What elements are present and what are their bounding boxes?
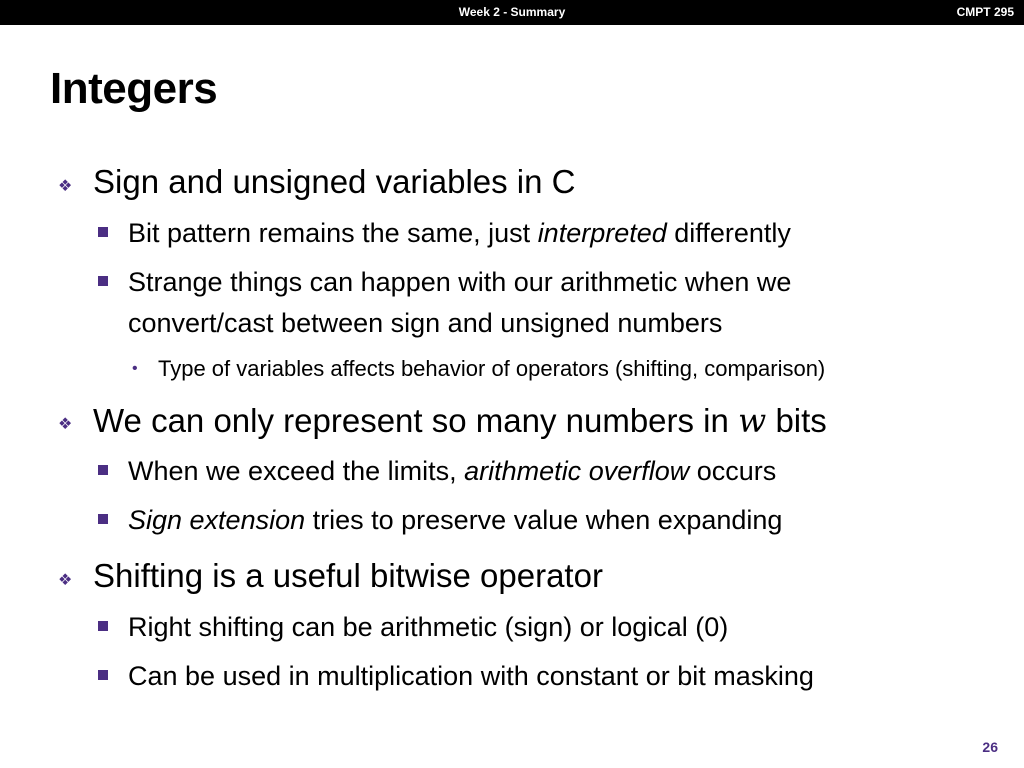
bullet-1-2-line-2: convert/cast between sign and unsigned numbers <box>128 308 723 338</box>
bullet-1: Sign and unsigned variables in C <box>93 163 576 200</box>
diamond-bullet-icon: ❖ <box>58 572 73 589</box>
square-bullet-icon <box>98 670 108 680</box>
bullet-2-2: Sign extension tries to preserve value when expanding <box>128 505 783 535</box>
bullet-3: Shifting is a useful bitwise operator <box>93 557 603 594</box>
header-title: Week 2 - Summary <box>458 5 566 19</box>
bullet-3-2: Can be used in multiplication with constant or bit masking <box>128 661 814 691</box>
bullet-3-1: Right shifting can be arithmetic (sign) or logical (0) <box>128 612 729 642</box>
slide-title: Integers <box>50 64 218 113</box>
diamond-bullet-icon: ❖ <box>58 416 73 433</box>
dot-bullet-icon: • <box>132 360 138 377</box>
diamond-bullet-icon: ❖ <box>58 178 73 195</box>
course-code: CMPT 295 <box>956 5 1014 19</box>
square-bullet-icon <box>98 276 108 286</box>
square-bullet-icon <box>98 514 108 524</box>
bullet-1-1: Bit pattern remains the same, just interpreted differently <box>128 218 791 248</box>
variable-w: w <box>738 401 767 440</box>
page-number: 26 <box>982 739 998 755</box>
square-bullet-icon <box>98 465 108 475</box>
bullet-2-1: When we exceed the limits, arithmetic overflow occurs <box>128 456 777 486</box>
bullet-2: We can only represent so many numbers in w bits <box>93 401 827 440</box>
bullet-1-2-1: Type of variables affects behavior of operators (shifting, comparison) <box>158 356 826 381</box>
square-bullet-icon <box>98 227 108 237</box>
bullet-1-2-line-1: Strange things can happen with our arithmetic when we <box>128 267 792 297</box>
square-bullet-icon <box>98 621 108 631</box>
